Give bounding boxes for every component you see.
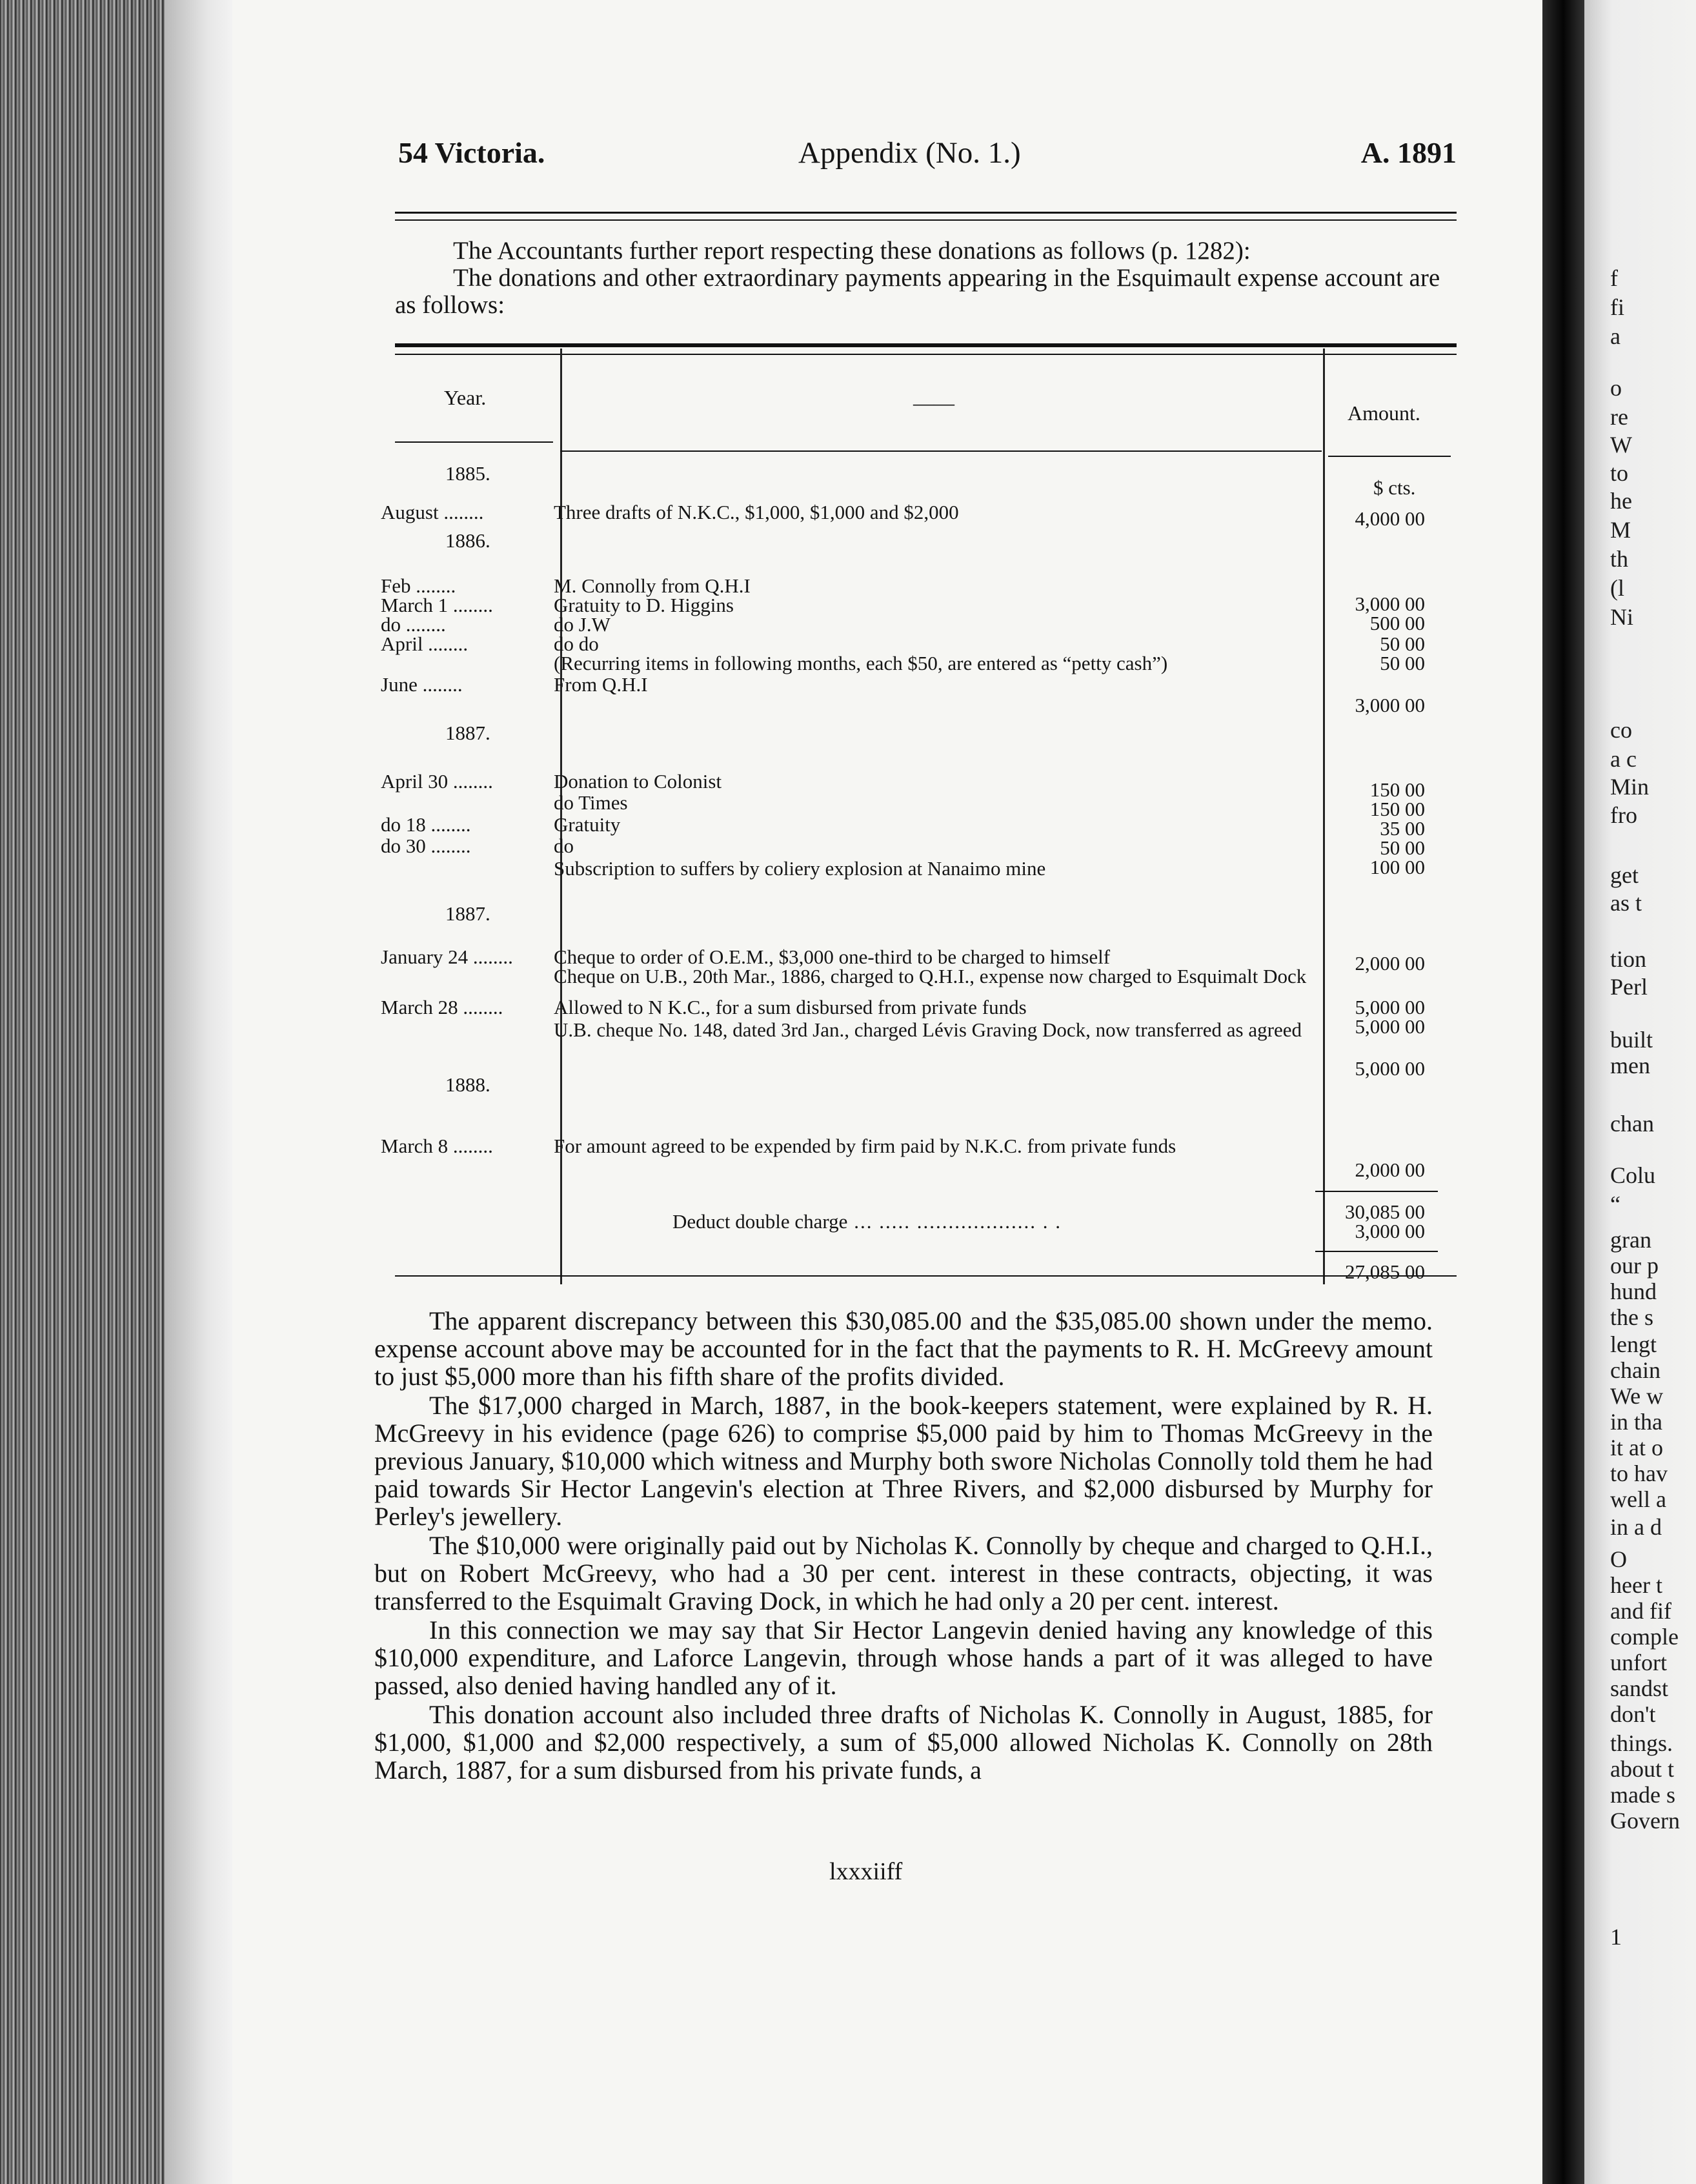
- facing-page-text: he: [1610, 488, 1632, 514]
- facing-page-text: to hav: [1610, 1461, 1668, 1486]
- facing-page-text: things.: [1610, 1730, 1673, 1756]
- facing-page-text: sandst: [1610, 1675, 1668, 1701]
- facing-page-text: f: [1610, 265, 1618, 291]
- facing-page-text: fi: [1610, 294, 1624, 320]
- facing-page-text: fro: [1610, 802, 1637, 828]
- row-description: Three drafts of N.K.C., $1,000, $1,000 and $2,000: [554, 501, 959, 523]
- row-amount: 50 00: [1380, 836, 1425, 859]
- facing-page-text: Min: [1610, 774, 1650, 800]
- facing-page-text: co: [1610, 717, 1632, 743]
- facing-page-text: men: [1610, 1053, 1650, 1078]
- header-year: A. 1891: [1360, 136, 1457, 169]
- row-date: do 18 ........: [381, 813, 471, 836]
- row-description: (Recurring items in following months, each $50, are entered as “petty cash”): [554, 652, 1168, 674]
- row-description: M. Connolly from Q.H.I: [554, 574, 751, 597]
- facing-page-text: We w: [1610, 1383, 1664, 1409]
- facing-page-text: chain: [1610, 1357, 1661, 1383]
- facing-page-text: Perl: [1610, 974, 1648, 1000]
- facing-page-text: chan: [1610, 1111, 1654, 1137]
- facing-page-text: and fif: [1610, 1598, 1671, 1624]
- table-head-rule-year: [395, 441, 553, 443]
- book-gutter: [1542, 0, 1584, 2184]
- row-amount: 3,000 00: [1355, 592, 1425, 615]
- row-date: June ........: [381, 673, 463, 696]
- facing-page-text: M: [1610, 517, 1631, 543]
- year-heading: 1888.: [445, 1073, 490, 1096]
- row-amount: 2,000 00: [1355, 952, 1425, 975]
- facing-page-text: well a: [1610, 1486, 1666, 1512]
- row-amount: 150 00: [1369, 778, 1425, 801]
- facing-page-text: the s: [1610, 1304, 1653, 1330]
- column-header-year: Year.: [444, 386, 487, 409]
- row-description: do: [554, 834, 574, 857]
- table-head-rule-amount: [1328, 456, 1451, 457]
- column-header-description: ——: [913, 391, 954, 414]
- row-description: Gratuity: [554, 813, 621, 836]
- facing-page-text: in tha: [1610, 1409, 1662, 1435]
- intro-text: [395, 238, 1457, 319]
- row-description: Gratuity to D. Higgins: [554, 594, 734, 616]
- row-date: January 24 ........: [381, 945, 513, 968]
- row-amount: 35 00: [1380, 817, 1425, 840]
- paragraph: This donation account also included three drafts of Nicholas K. Connolly in August, 1885, for $1,000, $1,000 and $2,000 respectively, a sum of $5,000 allowed Nicholas K. Connolly on 28th March, 1887, for a sum disbursed from his private funds, a: [374, 1700, 1433, 1785]
- row-amount: 5,000 00: [1355, 996, 1425, 1018]
- row-amount: 2,000 00: [1355, 1158, 1425, 1181]
- year-heading: 1885.: [445, 462, 490, 485]
- row-description: Subscription to suffers by coliery explosion at Nanaimo mine: [554, 857, 1046, 880]
- intro-line-1: The Accountants further report respecting these donations as follows (p. 1282):: [453, 237, 1251, 265]
- table-head-rule-desc: [560, 450, 1322, 452]
- facing-page-text: “: [1610, 1191, 1620, 1217]
- row-description: From Q.H.I: [554, 673, 648, 696]
- facing-page-text: heer t: [1610, 1572, 1662, 1598]
- facing-page-text: Colu: [1610, 1162, 1656, 1188]
- row-date: April 30 ........: [381, 770, 493, 793]
- year-heading: 1887.: [445, 902, 490, 925]
- facing-page-text: O: [1610, 1546, 1627, 1572]
- row-amount: 150 00: [1369, 798, 1425, 820]
- facing-page-text: o: [1610, 375, 1622, 401]
- row-date: March 1 ........: [381, 594, 493, 616]
- facing-page-text: hund: [1610, 1279, 1657, 1304]
- facing-page-text: our p: [1610, 1253, 1659, 1279]
- row-amount: 50 00: [1380, 632, 1425, 655]
- facing-page-text: re: [1610, 404, 1628, 430]
- column-header-amount: Amount.: [1348, 401, 1420, 425]
- facing-page-text: th: [1610, 546, 1629, 572]
- facing-page-text: Ni: [1610, 604, 1633, 630]
- row-amount: 3,000 00: [1355, 694, 1425, 716]
- body-text: [374, 1307, 1433, 1785]
- row-amount: 500 00: [1369, 612, 1425, 634]
- row-description: do do: [554, 632, 599, 655]
- subtotal-amount: 30,085 00: [1345, 1200, 1425, 1223]
- row-date: August ........: [381, 501, 484, 523]
- year-heading: 1886.: [445, 529, 490, 552]
- header-rule-2: [395, 219, 1457, 221]
- header-appendix: Appendix (No. 1.): [798, 136, 1021, 170]
- deduct-label-text: Deduct double charge: [672, 1210, 848, 1233]
- row-amount: 5,000 00: [1355, 1057, 1425, 1080]
- row-date: April ........: [381, 632, 469, 655]
- row-amount: 100 00: [1369, 856, 1425, 878]
- currency-unit-label: $ cts.: [1373, 476, 1416, 499]
- table-top-rule-thin: [395, 354, 1457, 355]
- facing-page-text: to: [1610, 460, 1629, 486]
- paragraph: In this connection we may say that Sir Hector Langevin denied having any knowledge of this $10,000 expenditure, and Laforce Langevin, through whose hands a part of it was alleged to have passed, also denied having handled any of it.: [374, 1615, 1433, 1700]
- paragraph: The $10,000 were originally paid out by Nicholas K. Connolly by cheque and charged to Q.H.I., but on Robert McGreevy, who had a 30 per cent. interest in these contracts, objecting, it was transferred to the Esquimalt Graving Dock, in which he had only a 20 per cent. interest.: [374, 1531, 1433, 1615]
- row-date: March 28 ........: [381, 996, 503, 1018]
- facing-page-text: get: [1610, 862, 1639, 888]
- paragraph: The apparent discrepancy between this $30,085.00 and the $35,085.00 shown under the memo. expense account above may be accounted for in the fact that the payments to R. H. McGreevy amount to just $5,000 more than his fifth share of the profits divided.: [374, 1306, 1433, 1391]
- total-rule: [1315, 1251, 1438, 1252]
- facing-page-text: 1: [1610, 1924, 1622, 1950]
- row-description: Cheque to order of O.E.M., $3,000 one-third to be charged to himself: [554, 945, 1111, 968]
- facing-page-text: a: [1610, 323, 1620, 349]
- facing-page-text: don't: [1610, 1701, 1656, 1727]
- row-description: Cheque on U.B., 20th Mar., 1886, charged to Q.H.I., expense now charged to Esquimalt Dock: [554, 965, 1307, 987]
- facing-page-text: comple: [1610, 1624, 1679, 1650]
- table-bottom-rule: [395, 1275, 1457, 1277]
- row-description: U.B. cheque No. 148, dated 3rd Jan., charged Lévis Graving Dock, now transferred as agreed: [554, 1018, 1302, 1041]
- facing-page-text: as t: [1610, 890, 1642, 916]
- facing-page-text: a c: [1610, 746, 1637, 772]
- facing-page-text: made s: [1610, 1782, 1675, 1808]
- facing-page-text: gran: [1610, 1227, 1651, 1253]
- row-description: do J.W: [554, 613, 611, 636]
- row-date: do ........: [381, 613, 446, 636]
- subtotal-rule: [1315, 1191, 1438, 1192]
- header-session: 54 Victoria.: [398, 136, 545, 169]
- row-amount: 50 00: [1380, 652, 1425, 674]
- scanned-page: [232, 0, 1542, 2184]
- header-rule-1: [395, 212, 1457, 214]
- book-binding-edge: [0, 0, 165, 2184]
- page-edge-shadow: [165, 0, 236, 2184]
- row-description: Donation to Colonist: [554, 770, 722, 793]
- year-heading: 1887.: [445, 722, 490, 744]
- deduct-label: [672, 1211, 1062, 1232]
- row-amount: 4,000 00: [1355, 507, 1425, 530]
- page-number: lxxxiiff: [829, 1858, 903, 1885]
- facing-page-text: in a d: [1610, 1514, 1662, 1540]
- facing-page-text: it at o: [1610, 1435, 1663, 1461]
- row-date: Feb ........: [381, 574, 456, 597]
- table-top-rule-thick: [395, 343, 1457, 347]
- facing-page-text: unfort: [1610, 1650, 1667, 1675]
- row-date: March 8 ........: [381, 1135, 493, 1157]
- page-header: [398, 136, 1457, 174]
- facing-page-text: W: [1610, 432, 1632, 458]
- row-description: Allowed to N K.C., for a sum disbursed from private funds: [554, 996, 1027, 1018]
- paragraph: The $17,000 charged in March, 1887, in the book-keepers statement, were explained by R. H. McGreevy in his evidence (page 626) to comprise $5,000 paid by him to Thomas McGreevy in the previous January, $10,000 which witness and Murphy both swore Nicholas Connolly told them he had paid towards Sir Hector Langevin's election at Three Rivers, and $2,000 disbursed by Murphy for Perley's jewellery.: [374, 1391, 1433, 1531]
- leader-dots: ... ..... ................... . .: [847, 1210, 1062, 1233]
- facing-page-fragment: [1584, 0, 1696, 2184]
- row-date: do 30 ........: [381, 834, 471, 857]
- row-description: do Times: [554, 791, 628, 814]
- facing-page-text: built: [1610, 1027, 1653, 1053]
- facing-page-text: Govern: [1610, 1808, 1680, 1834]
- intro-line-2: The donations and other extraordinary payments appearing in the Esquimault expense account are as follows:: [395, 264, 1440, 319]
- row-amount: 5,000 00: [1355, 1015, 1425, 1038]
- row-description: For amount agreed to be expended by firm paid by N.K.C. from private funds: [554, 1135, 1176, 1157]
- facing-page-text: about t: [1610, 1756, 1674, 1782]
- total-amount: 27,085 00: [1345, 1260, 1425, 1283]
- deduct-amount: 3,000 00: [1355, 1220, 1425, 1242]
- facing-page-text: tion: [1610, 946, 1647, 972]
- facing-page-text: (l: [1610, 575, 1624, 601]
- facing-page-text: lengt: [1610, 1331, 1657, 1357]
